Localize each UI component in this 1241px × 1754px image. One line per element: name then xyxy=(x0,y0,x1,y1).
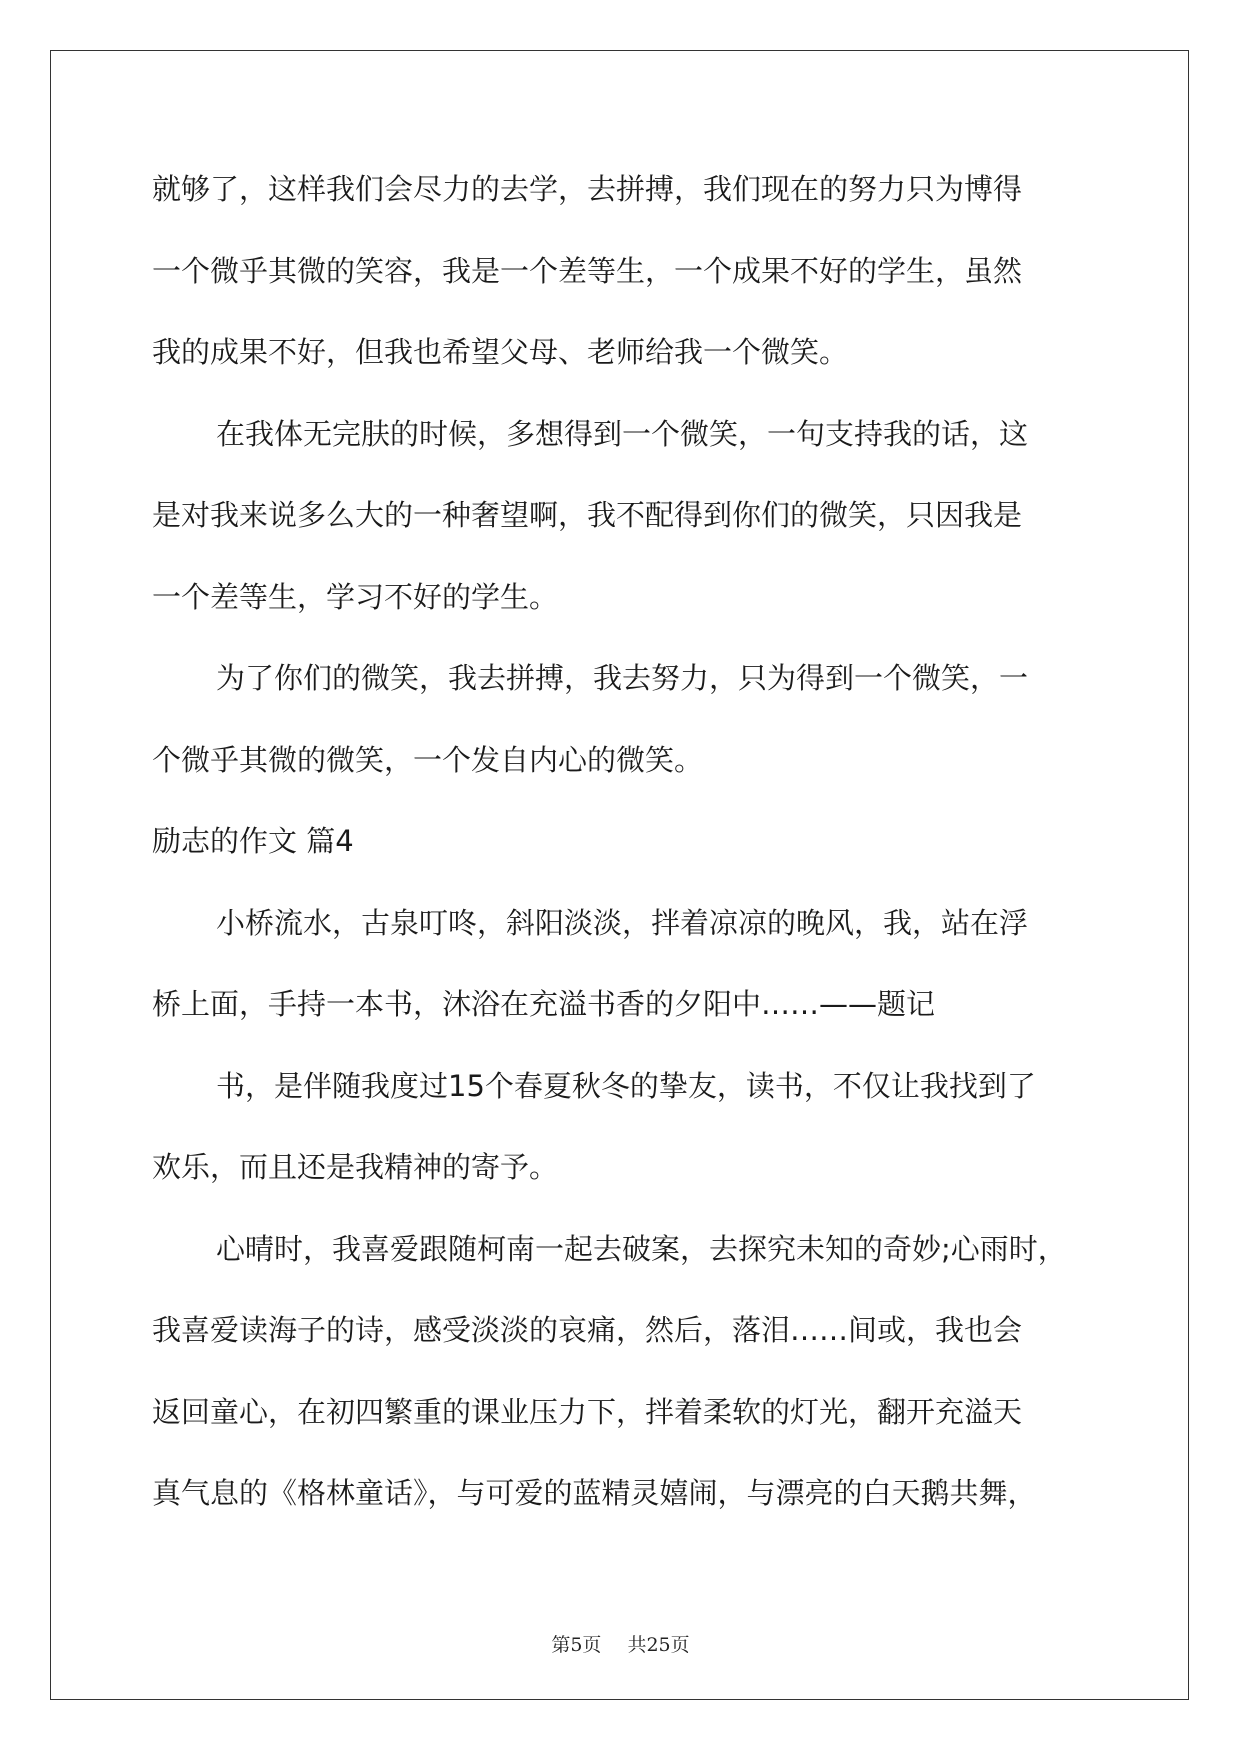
paragraph-start: 心晴时，我喜爱跟随柯南一起去破案，去探究未知的奇妙;心雨时， xyxy=(216,1231,1067,1266)
text-line: 桥上面，手持一本书，沐浴在充溢书香的夕阳中……——题记 xyxy=(152,987,936,1021)
text-line: 我喜爱读海子的诗，感受淡淡的哀痛，然后，落泪……间或，我也会 xyxy=(152,1313,1023,1347)
paragraph-start: 为了你们的微笑，我去拼搏，我去努力，只为得到一个微笑，一 xyxy=(216,661,1029,695)
paragraph-start: 在我体无完肤的时候，多想得到一个微笑，一句支持我的话，这 xyxy=(216,416,1029,451)
text-line: 是对我来说多么大的一种奢望啊，我不配得到你们的微笑，只因我是 xyxy=(152,498,1023,532)
paragraph-start: 小桥流水，古泉叮咚，斜阳淡淡，拌着凉凉的晚风，我，站在浮 xyxy=(216,905,1029,940)
page-footer xyxy=(0,1630,1241,1657)
text-line: 返回童心，在初四繁重的课业压力下，拌着柔软的灯光，翻开充溢天 xyxy=(152,1394,1023,1429)
text-line: 真气息的《格林童话》，与可爱的蓝精灵嬉闹，与漂亮的白天鹅共舞， xyxy=(152,1476,1037,1510)
text-line: 就够了，这样我们会尽力的去学，去拼搏，我们现在的努力只为博得 xyxy=(152,172,1023,206)
text-line: 欢乐，而且还是我精神的寄予。 xyxy=(152,1150,559,1184)
page-number: 第5页 xyxy=(551,1634,602,1656)
text-line: 我的成果不好，但我也希望父母、老师给我一个微笑。 xyxy=(152,335,849,369)
section-heading: 励志的作文 篇4 xyxy=(152,824,354,858)
document-body xyxy=(152,157,1092,1543)
paragraph-start: 书，是伴随我度过15个春夏秋冬的挚友，读书，不仅让我找到了 xyxy=(216,1068,1036,1103)
text-line: 一个差等生，学习不好的学生。 xyxy=(152,579,559,614)
total-pages: 共25页 xyxy=(627,1634,690,1656)
text-line: 一个微乎其微的笑容，我是一个差等生，一个成果不好的学生，虽然 xyxy=(152,253,1023,288)
text-line: 个微乎其微的微笑，一个发自内心的微笑。 xyxy=(152,742,704,777)
